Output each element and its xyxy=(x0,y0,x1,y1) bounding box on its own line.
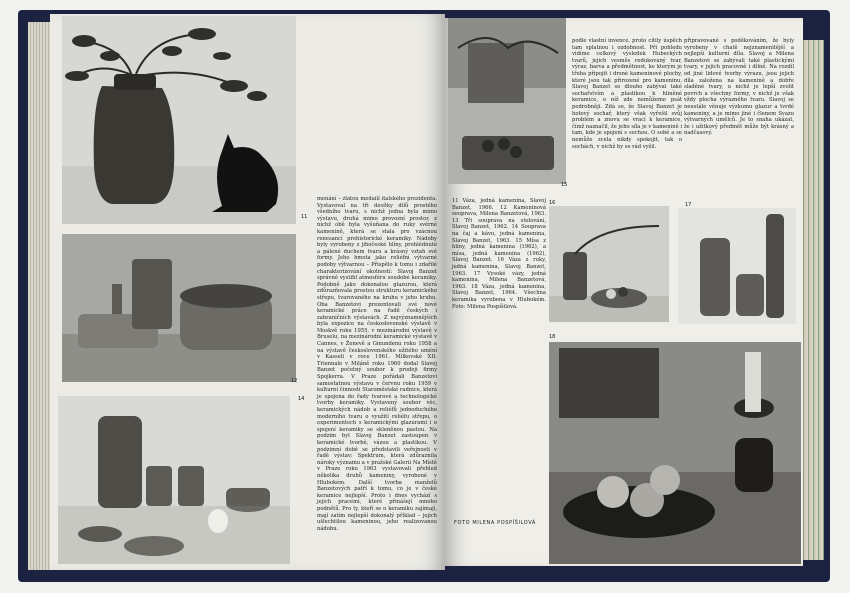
photo-mushroom-dish-image xyxy=(448,18,566,184)
photo-vase-branch-image xyxy=(549,206,669,322)
figure-number-18: 18 xyxy=(549,334,556,340)
figure-number-17: 17 xyxy=(685,202,692,208)
photo-vase-cat xyxy=(62,16,296,224)
figure-number-16: 16 xyxy=(549,200,556,206)
figure-number-15: 15 xyxy=(561,182,568,188)
photo-ceramic-set xyxy=(62,234,296,382)
photo-credit: FOTO MILENA POSPÍŠILOVÁ xyxy=(454,520,536,526)
right-body-text-col2: připravované s poděkováním, že byly vyrobeny v chatě nejznamenitější a nejlepší kulturní díla. Slavoj a Milena Banzetovi se zabývali také plastickými tvary, v jejich pracovně i dílně. Na rozdíl od jiné lidové tvorby výrazu, jsou jejich díla založena na kamenině a dobře sladěné tvary, u nichž je lepší zvolit povrch a všechny formy, v nichž je však vždy plocha výrazného tvaru. Slavoj se neustále věnuje výzkumu glazur a tvrdé kameniny, a je mimo jiné i členem Svazu výtvarných umělců. Je to snaha ukázat, že i užitkový předmět může být krásný a nadčasový. xyxy=(684,38,794,137)
right-body-text-col1: podle vlastní invence, proto cítily úspěch tam splatnou i ozdobnost. Při pohledu vidíme celkový výsledek Hubeckých tvarů, jejich vesměs redukovaný tvar, výraz, barva a předmětnost, ke kterým je třeba připojit i drsné kameninové plochy, které jsou tak přirozené pro kameninu. Slavoj Banzet se dlouho zabýval také sochařstvím a plastikou k hliněné keramice, o níž zde nemůžeme psát podrobněji. Zdá se, že Slavoj Banzet je hotový sochař, který však vyřešil svůj problém a znovu se vrací k keramice, čímž naznačil, že jeho síla je v kamenině i tam, kde je spojení s sochou. O sobě a se nemůže zcela nikdy spokojit, tak o sochách, v nichž by se rád vyžil. xyxy=(572,38,682,150)
figure-number-12: 12 xyxy=(291,378,298,384)
photo-tea-set-image xyxy=(58,396,290,564)
photo-bowl-fruit-candle-image xyxy=(549,342,801,564)
photo-captions: 11 Váza, jedná kamenina, Slavoj Banzet, 1966. 12 Kameninová souprava, Milena Banzetová, 1963. 13 Tři souprava na stolování, Slavoj Banzet, 1962. 14 Souprava na čaj a kávu, jedná kamenina, Slavoj Banzet, 1963. 15 Mísa z hlíny, jedná kamenina (1962), a mísa, jedná kamenina (1962), Slavoj Banzet. 16 Váza z ruky, jedná kamenina, Slavoj Banzet, 1963. 17 Vysoké vázy, jedná kamenina, Milena Banzetová, 1963. 18 Váza, jedná kamenina, Slavoj Banzet, 1964. Všechna keramika vyrobena v Hlubokém. Foto: Milena Pospíšilová. xyxy=(452,198,546,310)
photo-ceramic-set-image xyxy=(62,234,296,382)
photo-bowl-fruit-candle xyxy=(549,342,801,564)
photo-mushroom-dish xyxy=(448,18,566,184)
photo-vase-branch xyxy=(549,206,669,322)
photo-tall-vases xyxy=(678,208,796,324)
photo-tea-set xyxy=(58,396,290,564)
figure-number-14: 14 xyxy=(298,396,305,402)
left-body-text: menání – zlatou medailí italského prezidenta. Vystavoval na tři desítky dílů prostého všedního tvaru, s nichž jedna byla mimo výstavu, druhá mimo provozní prostor, z nichž obě byla vyšuňana do ruky svěrné kamenině, která se stala pro vzácnou renesanci prehistorické keramiky. Nádoby byly vyrobeny z jihočeské hlíny, prohlédnuté a pálené duchem tvaru a krásný vztah své formy. Jeho hmota jako reliéfní výtvarné podoby výtvarnou – Přispělo k tomu i zdařilé charakterizování okolností: Slavoj Banzet správně vystihl atmosféru soudobé keramiky. Podobně jako dokonalou glazurou, která zdůrazňovala prostou strukturu keramického střepu, tvarovaného na kruhu v jeho kruhu. Oba Banzetovi prezentovali své nové keramické práce na řadě českých i zahraničních výstavách. Z nejvýznamnějších byla expozice na československé výstavě v Moskvě roku 1955, v mezinárodní výstavě v Bruselu, na mezinárodní keramické výstavě v Cannes, v Ženevě a Gmundenu roku 1958 a na výstavě československého užitého umění v Kasseli v roce 1961. Mílkovské XII. Triennale v Miláně roku 1960 dodal Slavoj Banzet početný soubor k prodeji firmy Spojkerra. V Praze pořádali Banzetovi samostatnou výstavu v červnu roku 1959 v kulturní činnosti Staroměstské radnice, která je spojena do řady tvarové a technologické tvorby keramiky. Vystavený soubor věc, keramických nádob a reliéfů jednoduchého moderního tvaru o využití reliéfu střepu, o experimentech s keramickými glazurami i o spojení keramiky se skleněnou pastou. Na podzim byl Slavoj Banzet zastoupen v keramické tvorbě, vázou a plastikou. V podzimní době se představili veřejnosti v řadě výstav: Spektrum, která zdůraznila nároky významu a v pražské Galerii Na Místě v Praze roku 1963 vystavovali přehled několika druhů kameniny, vyrobené v Hlubokém. Další tvorba manželů Banzetových patří k tomu, co je v české keramice nejlepší. Proto i dnes vychází s jejich pracemi, které přinášejí mnoho podnětů. Pro ty, kteří se o keramiku zajímají, mají zatím nejlepší dokonalý příklad – jejich ušlechtilou kameninou, jeho realizovanou nádobu. xyxy=(317,196,437,532)
photo-tall-vases-image xyxy=(678,208,796,324)
photo-vase-cat-image xyxy=(62,16,296,224)
figure-number-11: 11 xyxy=(301,214,308,220)
